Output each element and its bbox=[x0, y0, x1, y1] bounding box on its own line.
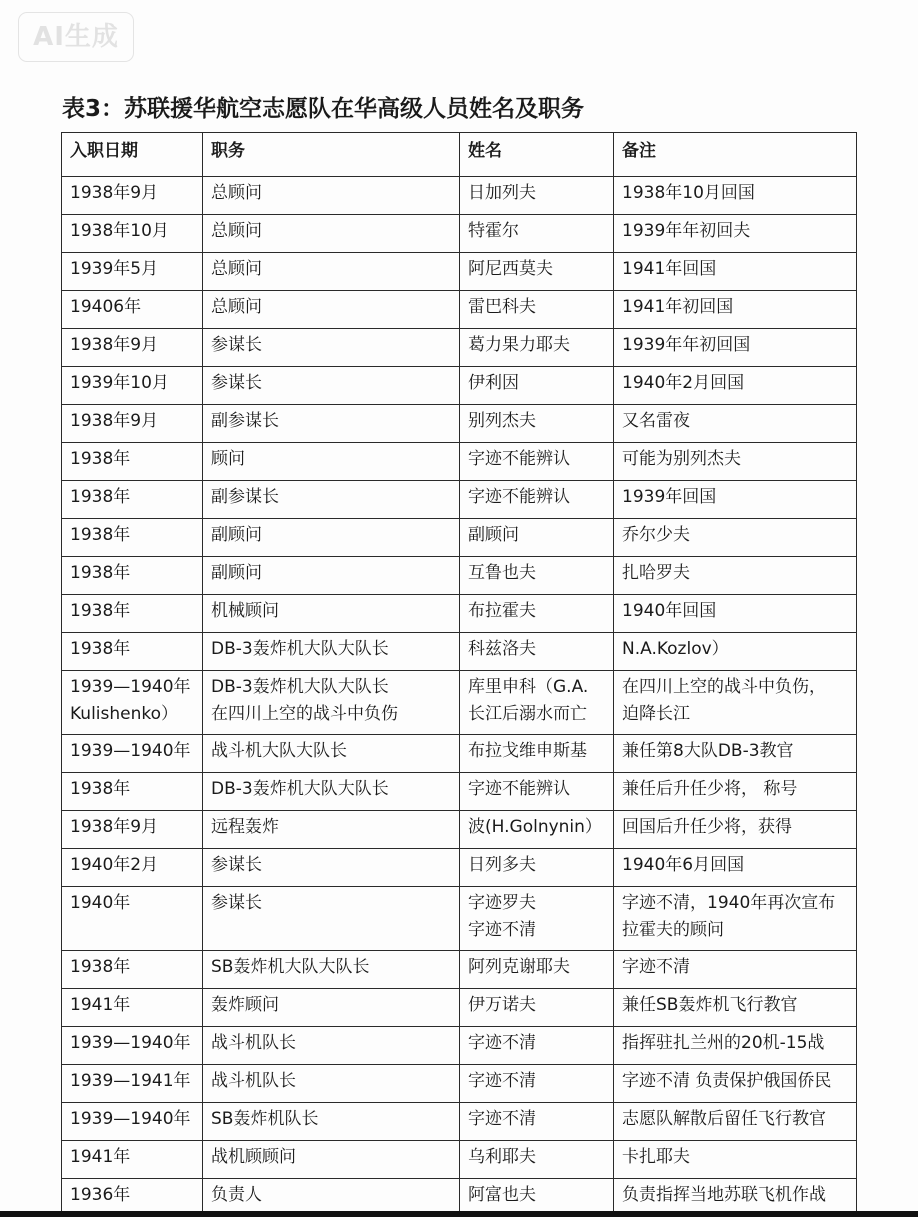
note-cell: 回国后升任少将，获得 bbox=[614, 811, 857, 849]
position-cell: 总顾问 bbox=[203, 215, 460, 253]
date-cell: 1938年9月 bbox=[62, 329, 203, 367]
table-row bbox=[62, 773, 857, 811]
date-cell: 1939年5月 bbox=[62, 253, 203, 291]
position-cell: 远程轰炸 bbox=[203, 811, 460, 849]
name-cell: 布拉霍夫 bbox=[460, 595, 614, 633]
date-cell: 1941年 bbox=[62, 989, 203, 1027]
table-row bbox=[62, 291, 857, 329]
date-cell: 1939—1941年 bbox=[62, 1065, 203, 1103]
name-cell: 阿富也夫 bbox=[460, 1179, 614, 1217]
table-row bbox=[62, 177, 857, 215]
name-cell: 乌利耶夫 bbox=[460, 1141, 614, 1179]
name-cell: 字迹不能辨认 bbox=[460, 481, 614, 519]
note-cell: 字迹不清 bbox=[614, 951, 857, 989]
table-row bbox=[62, 633, 857, 671]
table-row bbox=[62, 671, 857, 735]
name-cell: 葛力果力耶夫 bbox=[460, 329, 614, 367]
name-cell: 字迹不能辨认 bbox=[460, 443, 614, 481]
personnel-table bbox=[61, 132, 857, 1217]
position-cell: SB轰炸机队长 bbox=[203, 1103, 460, 1141]
position-cell: 副参谋长 bbox=[203, 481, 460, 519]
position-cell: 参谋长 bbox=[203, 329, 460, 367]
position-cell: DB-3轰炸机大队大队长 在四川上空的战斗中负伤 bbox=[203, 671, 460, 735]
note-cell: 兼任SB轰炸机飞行教官 bbox=[614, 989, 857, 1027]
position-cell: 战机顾顾问 bbox=[203, 1141, 460, 1179]
table-row bbox=[62, 481, 857, 519]
position-cell: 轰炸顾问 bbox=[203, 989, 460, 1027]
table-row bbox=[62, 887, 857, 951]
date-cell: 1938年 bbox=[62, 557, 203, 595]
note-cell: 乔尔少夫 bbox=[614, 519, 857, 557]
name-cell: 布拉戈维申斯基 bbox=[460, 735, 614, 773]
note-cell: 志愿队解散后留任飞行教官 bbox=[614, 1103, 857, 1141]
table-row bbox=[62, 557, 857, 595]
position-cell: 总顾问 bbox=[203, 253, 460, 291]
date-cell: 1939—1940年 Kulishenko） bbox=[62, 671, 203, 735]
name-cell: 字迹不清 bbox=[460, 1065, 614, 1103]
position-cell: SB轰炸机大队大队长 bbox=[203, 951, 460, 989]
date-cell: 1938年 bbox=[62, 595, 203, 633]
position-cell: 总顾问 bbox=[203, 291, 460, 329]
table-row bbox=[62, 519, 857, 557]
date-cell: 1939—1940年 bbox=[62, 1103, 203, 1141]
table-row bbox=[62, 405, 857, 443]
note-cell: 兼任后升任少将， 称号 bbox=[614, 773, 857, 811]
date-cell: 1938年9月 bbox=[62, 177, 203, 215]
table-row bbox=[62, 849, 857, 887]
table-row bbox=[62, 1103, 857, 1141]
table-row bbox=[62, 735, 857, 773]
note-cell: 1940年回国 bbox=[614, 595, 857, 633]
header-cell: 姓名 bbox=[460, 133, 614, 177]
position-cell: 副顾问 bbox=[203, 519, 460, 557]
header-cell: 职务 bbox=[203, 133, 460, 177]
note-cell: 负责指挥当地苏联飞机作战 bbox=[614, 1179, 857, 1217]
name-cell: 字迹不清 bbox=[460, 1103, 614, 1141]
name-cell: 别列杰夫 bbox=[460, 405, 614, 443]
name-cell: 波(H.Golnynin） bbox=[460, 811, 614, 849]
date-cell: 1938年9月 bbox=[62, 811, 203, 849]
date-cell: 1938年10月 bbox=[62, 215, 203, 253]
name-cell: 阿尼西莫夫 bbox=[460, 253, 614, 291]
date-cell: 1939—1940年 bbox=[62, 1027, 203, 1065]
position-cell: 战斗机队长 bbox=[203, 1065, 460, 1103]
date-cell: 1938年 bbox=[62, 633, 203, 671]
table-row bbox=[62, 253, 857, 291]
note-cell: 指挥驻扎兰州的20机-15战 bbox=[614, 1027, 857, 1065]
table-row bbox=[62, 215, 857, 253]
date-cell: 1938年 bbox=[62, 519, 203, 557]
position-cell: 负责人 bbox=[203, 1179, 460, 1217]
table-row bbox=[62, 1027, 857, 1065]
note-cell: 兼任第8大队DB-3教官 bbox=[614, 735, 857, 773]
table-row bbox=[62, 1065, 857, 1103]
position-cell: 参谋长 bbox=[203, 849, 460, 887]
name-cell: 雷巴科夫 bbox=[460, 291, 614, 329]
date-cell: 19406年 bbox=[62, 291, 203, 329]
note-cell: 1941年回国 bbox=[614, 253, 857, 291]
note-cell: 卡扎耶夫 bbox=[614, 1141, 857, 1179]
name-cell: 副顾问 bbox=[460, 519, 614, 557]
table-row bbox=[62, 1141, 857, 1179]
note-cell: 1940年2月回国 bbox=[614, 367, 857, 405]
name-cell: 特霍尔 bbox=[460, 215, 614, 253]
name-cell: 字迹不能辨认 bbox=[460, 773, 614, 811]
note-cell: 1941年初回国 bbox=[614, 291, 857, 329]
note-cell: 1939年年初回夫 bbox=[614, 215, 857, 253]
name-cell: 字迹不清 bbox=[460, 1027, 614, 1065]
name-cell: 日加列夫 bbox=[460, 177, 614, 215]
name-cell: 伊万诺夫 bbox=[460, 989, 614, 1027]
note-cell: N.A.Kozlov） bbox=[614, 633, 857, 671]
name-cell: 字迹罗夫 字迹不清 bbox=[460, 887, 614, 951]
position-cell: 参谋长 bbox=[203, 367, 460, 405]
date-cell: 1941年 bbox=[62, 1141, 203, 1179]
date-cell: 1938年9月 bbox=[62, 405, 203, 443]
note-cell: 字迹不清，1940年再次宣布 拉霍夫的顾问 bbox=[614, 887, 857, 951]
position-cell: 顾问 bbox=[203, 443, 460, 481]
table-row bbox=[62, 367, 857, 405]
position-cell: 参谋长 bbox=[203, 887, 460, 951]
note-cell: 1939年回国 bbox=[614, 481, 857, 519]
note-cell: 1938年10月回国 bbox=[614, 177, 857, 215]
bottom-edge-line bbox=[0, 1211, 918, 1217]
date-cell: 1938年 bbox=[62, 951, 203, 989]
note-cell: 可能为别列杰夫 bbox=[614, 443, 857, 481]
name-cell: 互鲁也夫 bbox=[460, 557, 614, 595]
header-cell: 入职日期 bbox=[62, 133, 203, 177]
date-cell: 1939—1940年 bbox=[62, 735, 203, 773]
date-cell: 1940年 bbox=[62, 887, 203, 951]
name-cell: 科兹洛夫 bbox=[460, 633, 614, 671]
date-cell: 1938年 bbox=[62, 443, 203, 481]
table-row bbox=[62, 329, 857, 367]
position-cell: DB-3轰炸机大队大队长 bbox=[203, 773, 460, 811]
date-cell: 1938年 bbox=[62, 773, 203, 811]
date-cell: 1940年2月 bbox=[62, 849, 203, 887]
table-row bbox=[62, 989, 857, 1027]
note-cell: 扎哈罗夫 bbox=[614, 557, 857, 595]
name-cell: 日列多夫 bbox=[460, 849, 614, 887]
name-cell: 阿列克谢耶夫 bbox=[460, 951, 614, 989]
table-row bbox=[62, 811, 857, 849]
name-cell: 伊利因 bbox=[460, 367, 614, 405]
table-header-row bbox=[62, 133, 857, 177]
position-cell: 总顾问 bbox=[203, 177, 460, 215]
table-row bbox=[62, 951, 857, 989]
header-cell: 备注 bbox=[614, 133, 857, 177]
date-cell: 1936年 bbox=[62, 1179, 203, 1217]
position-cell: 战斗机队长 bbox=[203, 1027, 460, 1065]
position-cell: 副顾问 bbox=[203, 557, 460, 595]
position-cell: DB-3轰炸机大队大队长 bbox=[203, 633, 460, 671]
position-cell: 副参谋长 bbox=[203, 405, 460, 443]
page-title: 表3：苏联援华航空志愿队在华高级人员姓名及职务 bbox=[62, 96, 585, 122]
date-cell: 1939年10月 bbox=[62, 367, 203, 405]
position-cell: 机械顾问 bbox=[203, 595, 460, 633]
note-cell: 1939年年初回国 bbox=[614, 329, 857, 367]
position-cell: 战斗机大队大队长 bbox=[203, 735, 460, 773]
table-row bbox=[62, 443, 857, 481]
date-cell: 1938年 bbox=[62, 481, 203, 519]
note-cell: 字迹不清 负责保护俄国侨民 bbox=[614, 1065, 857, 1103]
table-row bbox=[62, 595, 857, 633]
name-cell: 库里申科（G.A. 长江后溺水而亡 bbox=[460, 671, 614, 735]
note-cell: 1940年6月回国 bbox=[614, 849, 857, 887]
note-cell: 又名雷夜 bbox=[614, 405, 857, 443]
ai-generated-watermark: AI生成 bbox=[18, 12, 134, 62]
note-cell: 在四川上空的战斗中负伤， 迫降长江 bbox=[614, 671, 857, 735]
